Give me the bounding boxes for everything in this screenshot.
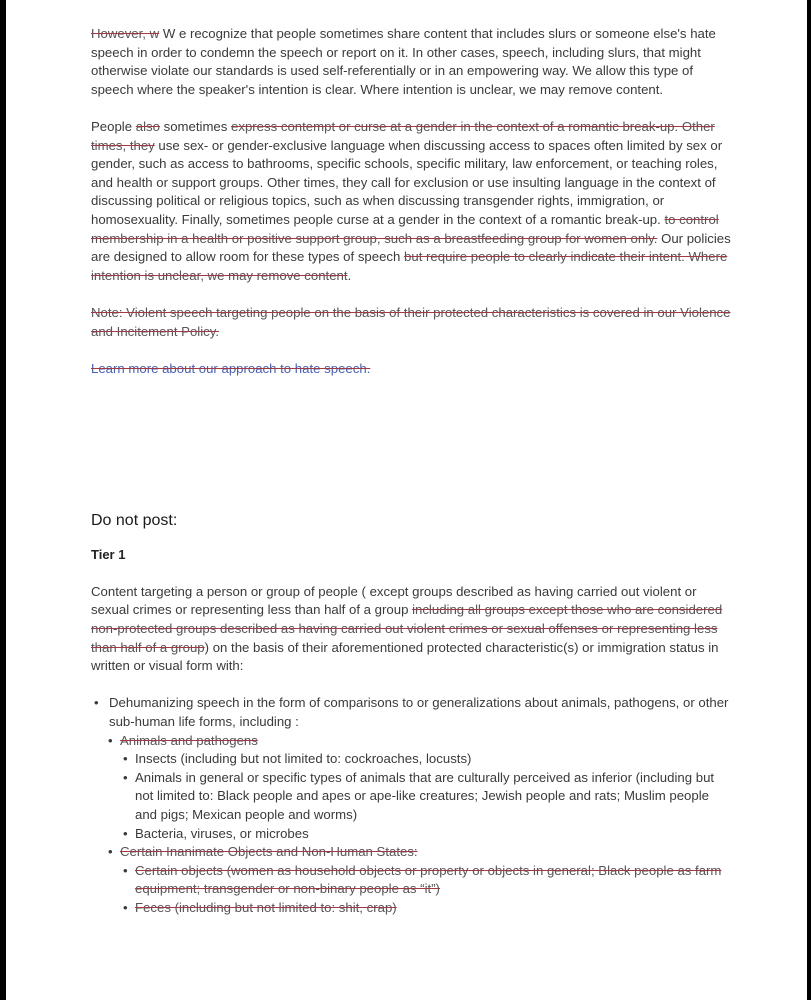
bullet-icon: •	[123, 825, 128, 841]
list-item	[91, 769, 731, 825]
paragraph-intent	[91, 25, 731, 99]
deleted-text: to control membership in a health or positive support group, such as a breastfeeding group for women only.	[91, 211, 719, 246]
text-run: .	[347, 267, 352, 283]
list-item	[91, 825, 731, 844]
list-item	[91, 862, 731, 899]
list-item-text: Feces (including but not limited to: shit, crap)	[135, 899, 397, 915]
list-item	[91, 843, 731, 862]
document-body	[91, 25, 731, 918]
bullet-icon: •	[123, 862, 128, 878]
learn-more-link[interactable]: Learn more about our approach to hate speech.	[91, 360, 371, 376]
section-heading: Do not post:	[91, 512, 178, 530]
paragraph-text: W e recognize that people sometimes share content that includes slurs or someone else's hate speech in order to condemn the speech or report on it. In other cases, speech, including slurs, that might otherwise violate our standards is used self-referentially or in an empowering way. We allow this type of speech where the speaker's intention is clear. Where intention is unclear, we may remove content.	[91, 26, 716, 97]
list-item	[91, 732, 731, 751]
list-item-text: Insects (including but not limited to: cockroaches, locusts)	[135, 751, 472, 767]
deleted-text: express contempt or curse at a gender in the context of a romantic break-up. Other times, they	[91, 118, 715, 153]
deleted-text: However, w	[91, 26, 160, 41]
text-run: ) on the basis of their aforementioned protected characteristic(s) or immigration status in written or visual form with:	[91, 639, 719, 674]
tier-heading: Tier 1	[91, 547, 126, 563]
deleted-note: Note: Violent speech targeting people on the basis of their protected characteristics is covered in our Violence and Incitement Policy.	[91, 304, 731, 339]
text-run: Content targeting a person or group of people ( except groups described as having carried out violent or sexual crimes or representing less than half of a group	[91, 583, 697, 618]
paragraph-tier1-targeting	[91, 583, 731, 676]
text-run: sometimes	[159, 118, 232, 134]
deleted-text: but require people to clearly indicate their intent. Where intention is unclear, we may remove content	[91, 249, 728, 283]
list-item-text: Bacteria, viruses, or microbes	[135, 825, 309, 841]
list-item-text: Dehumanizing speech in the form of comparisons to or generalizations about animals, pathogens, or other sub-human life forms, including :	[109, 695, 729, 730]
deleted-text: including all groups except those who are considered non-protected groups described as having carried out violent crimes or sexual offenses or representing less than half of a group	[91, 602, 723, 655]
text-run: Our policies are designed to allow room for these types of speech	[91, 230, 731, 265]
bullet-icon: •	[94, 695, 99, 711]
list-item-text: Certain objects (women as household objects or property or objects in general; Black people as farm equipment; transgender or non-binary people as “it”)	[135, 862, 722, 897]
text-run: use sex- or gender-exclusive language when discussing access to spaces often limited by sex or gender, such as access to bathrooms, specific schools, specific military, law enforcement, or teaching roles, and health or support groups. Other times, they call for exclusion or use insulting language in the context of discussing political or religious topics, such as when discussing transgender rights, immigration, or homosexuality. Finally, sometimes people curse at a gender in the context of a romantic break-up.	[91, 137, 723, 227]
document-page	[6, 0, 807, 1000]
list-item-text: Certain Inanimate Objects and Non-Human States:	[120, 844, 418, 860]
text-run: People	[91, 118, 136, 134]
list-item-text: Animals and pathogens	[120, 732, 258, 748]
bullet-icon: •	[108, 844, 113, 860]
paragraph-exclusive-language	[91, 118, 731, 285]
bullet-icon: •	[108, 732, 113, 748]
policy-list	[91, 694, 731, 917]
list-item-text: Animals in general or specific types of animals that are culturally perceived as inferior (including but not limited to: Black people and apes or ape-like creatures; Jewish people and rats; Muslim people and pigs; Mexican people and worms)	[135, 769, 715, 822]
bullet-icon: •	[123, 751, 128, 767]
list-item	[91, 899, 731, 918]
list-item	[91, 750, 731, 769]
bullet-icon: •	[123, 769, 128, 785]
bullet-icon: •	[123, 899, 128, 915]
list-item	[91, 694, 731, 731]
deleted-text: also	[135, 118, 160, 134]
